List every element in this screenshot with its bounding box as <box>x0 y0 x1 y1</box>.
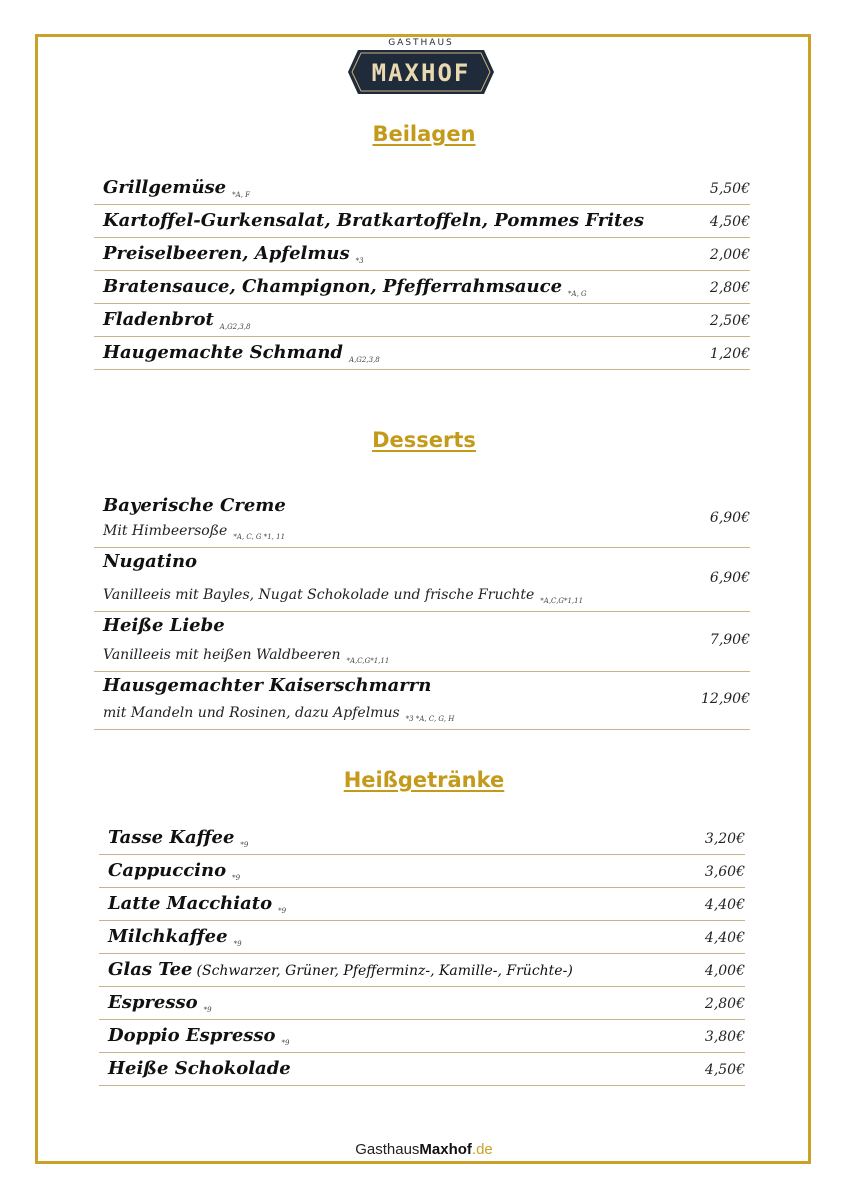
item-allergens: A,G2,3,8 <box>349 356 380 364</box>
item-price: 2,80€ <box>704 996 745 1012</box>
item-name: Bratensauce, Champignon, Pfefferrahmsauce <box>103 276 563 297</box>
item-name-line <box>103 342 380 371</box>
item-name: Latte Macchiato <box>108 893 273 914</box>
menu-item <box>99 921 745 954</box>
item-name: Cappuccino <box>108 860 227 881</box>
dessert-allergens: *3 *A, C, G, H <box>405 715 455 723</box>
dessert-description-line <box>103 646 389 670</box>
dessert-item <box>94 548 750 612</box>
dessert-name: Heiße Liebe <box>103 615 225 636</box>
dessert-description-line <box>103 522 285 546</box>
dessert-description: mit Mandeln und Rosinen, dazu Apfelmus <box>103 705 400 721</box>
item-name-line <box>108 992 212 1021</box>
menu-item <box>99 987 745 1020</box>
dessert-price: 6,90€ <box>709 510 750 526</box>
item-name-line <box>108 959 573 982</box>
dessert-item <box>94 612 750 672</box>
section-title-beilagen: Beilagen <box>372 122 476 146</box>
item-name-line <box>103 177 250 206</box>
dessert-price: 12,90€ <box>701 691 750 707</box>
menu-item <box>99 855 745 888</box>
item-price: 4,00€ <box>704 963 745 979</box>
item-allergens: *9 <box>240 841 249 849</box>
item-name: Tasse Kaffee <box>108 827 235 848</box>
item-allergens: *9 <box>203 1006 212 1014</box>
item-price: 4,40€ <box>704 897 745 913</box>
item-price: 3,60€ <box>704 864 745 880</box>
item-name: Heiße Schokolade <box>108 1058 291 1079</box>
menu-item <box>99 822 745 855</box>
item-name: Preiselbeeren, Apfelmus <box>103 243 350 264</box>
item-name-line <box>108 1058 291 1080</box>
dessert-allergens: *A,C,G*1,11 <box>346 657 390 665</box>
menu-item <box>99 1053 745 1086</box>
dessert-description: Vanilleeis mit Bayles, Nugat Schokolade und frische Fruchte <box>103 587 535 603</box>
item-name-line <box>103 276 587 305</box>
item-price: 3,20€ <box>704 831 745 847</box>
item-allergens: *3 <box>355 257 364 265</box>
item-allergens: *9 <box>233 940 242 948</box>
footer-part1: Gasthaus <box>355 1141 420 1158</box>
item-name-line <box>108 893 286 922</box>
item-name-line <box>108 827 248 856</box>
menu-item <box>99 954 745 987</box>
dessert-description-line <box>103 704 454 728</box>
menu-item <box>94 337 750 370</box>
item-name-line <box>108 1025 290 1054</box>
menu-item <box>94 271 750 304</box>
menu-item <box>99 1020 745 1053</box>
dessert-item <box>94 672 750 730</box>
menu-item <box>94 205 750 238</box>
logo-top-text: GASTHAUS <box>388 38 454 48</box>
item-name-line <box>108 926 242 955</box>
dessert-name: Bayerische Creme <box>103 495 286 516</box>
item-allergens: *9 <box>281 1039 290 1047</box>
item-name: Kartoffel-Gurkensalat, Bratkartoffeln, Pommes Frites <box>103 210 644 231</box>
dessert-name: Nugatino <box>103 551 198 572</box>
item-price: 2,50€ <box>709 313 750 329</box>
item-allergens: *A, F <box>232 191 251 199</box>
item-name: Milchkaffee <box>108 926 228 947</box>
item-price: 4,50€ <box>709 214 750 230</box>
item-name: Fladenbrot <box>103 309 214 330</box>
item-name: Doppio Espresso <box>108 1025 276 1046</box>
footer-website <box>0 1141 848 1158</box>
item-name: Haugemachte Schmand <box>103 342 344 363</box>
dessert-price: 6,90€ <box>709 570 750 586</box>
item-name: Glas Tee <box>108 959 193 980</box>
dessert-name: Hausgemachter Kaiserschmarrn <box>103 675 432 696</box>
dessert-description-line <box>103 586 583 610</box>
item-name-line <box>108 860 240 889</box>
menu-item <box>94 238 750 271</box>
item-name-line <box>103 309 250 338</box>
item-price: 4,50€ <box>704 1062 745 1078</box>
dessert-item <box>94 492 750 548</box>
item-price: 2,00€ <box>709 247 750 263</box>
section-title-desserts: Desserts <box>372 428 476 452</box>
dessert-description: Vanilleeis mit heißen Waldbeeren <box>103 647 341 663</box>
item-allergens: A,G2,3,8 <box>219 323 251 331</box>
item-name-line <box>103 243 364 272</box>
item-allergens: *9 <box>278 907 287 915</box>
menu-item <box>94 304 750 337</box>
dessert-description: Mit Himbeersoße <box>103 523 228 539</box>
menu-item <box>94 172 750 205</box>
item-name-line <box>103 210 644 232</box>
item-name: Espresso <box>108 992 198 1013</box>
item-allergens: *9 <box>232 874 241 882</box>
maxhof-logo <box>348 38 494 98</box>
item-price: 2,80€ <box>709 280 750 296</box>
item-price: 3,80€ <box>704 1029 745 1045</box>
item-price: 1,20€ <box>709 346 750 362</box>
item-note: (Schwarzer, Grüner, Pfefferminz-, Kamille-, Früchte-) <box>196 963 573 979</box>
item-price: 4,40€ <box>704 930 745 946</box>
dessert-allergens: *A,C,G*1,11 <box>540 597 584 605</box>
item-name: Grillgemüse <box>103 177 227 198</box>
dessert-price: 7,90€ <box>709 632 750 648</box>
menu-item <box>99 888 745 921</box>
footer-part2: Maxhof <box>419 1141 472 1158</box>
footer-part3: .de <box>471 1141 493 1158</box>
item-allergens: *A, G <box>568 290 587 298</box>
item-price: 5,50€ <box>709 181 750 197</box>
section-title-heissgetraenke: Heißgetränke <box>343 768 505 792</box>
logo-name: MAXHOF <box>371 59 471 87</box>
dessert-allergens: *A, C, G *1, 11 <box>233 533 286 541</box>
